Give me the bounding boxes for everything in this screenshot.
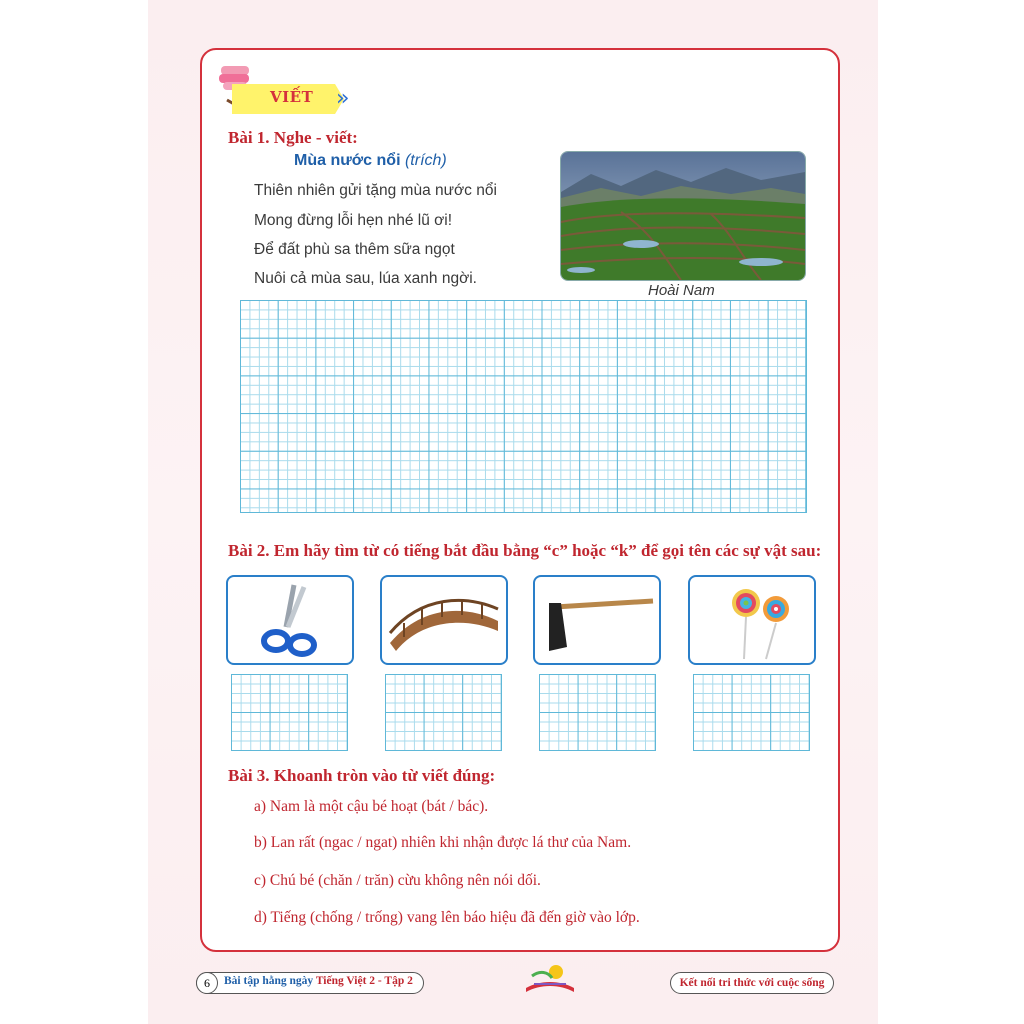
question-item[interactable]: b) Lan rất (ngac / ngat) nhiên khi nhận được lá thư của Nam. — [254, 834, 632, 851]
exercise1-heading: Bài 1. Nghe - viết: — [228, 128, 358, 147]
writing-grid[interactable] — [240, 300, 807, 513]
exercise2-heading: Bài 2. Em hãy tìm từ có tiếng bắt đầu bằng “c” hoặc “k” để gọi tên các sự vật sau: — [228, 541, 822, 560]
answer-grid[interactable] — [539, 674, 656, 751]
answer-grid[interactable] — [693, 674, 810, 751]
poem-title-text: Mùa nước nổi — [294, 152, 401, 169]
question-item[interactable]: a) Nam là một cậu bé hoạt (bát / bác). — [254, 798, 489, 815]
poem-note: (trích) — [404, 152, 447, 169]
lollipop-icon — [690, 577, 814, 663]
double-chevron-icon: » — [336, 86, 350, 111]
answer-grid[interactable] — [231, 674, 348, 751]
scissors-picture — [226, 575, 354, 665]
terraced-rice-fields-image — [560, 151, 806, 281]
publisher-logo-icon — [522, 962, 578, 994]
bridge-picture — [380, 575, 508, 665]
footer-book-title — [224, 975, 413, 987]
poem-title — [294, 152, 447, 170]
poem-author: Hoài Nam — [648, 282, 715, 299]
lollipop-picture — [688, 575, 816, 665]
hoe-icon — [535, 577, 659, 663]
scissors-icon — [228, 577, 352, 663]
book-prefix: Bài tập hằng ngày — [224, 975, 314, 987]
question-item[interactable]: d) Tiếng (chống / trống) vang lên báo hiệu đã đến giờ vào lớp. — [254, 909, 640, 926]
section-label: VIẾT — [270, 88, 314, 106]
answer-grid[interactable] — [385, 674, 502, 751]
poem-line: Để đất phù sa thêm sữa ngọt — [254, 241, 455, 258]
book-title: Tiếng Việt 2 - Tập 2 — [315, 975, 413, 987]
poem-line: Thiên nhiên gửi tặng mùa nước nổi — [254, 182, 497, 199]
question-item[interactable]: c) Chú bé (chăn / trăn) cừu không nên nói dối. — [254, 872, 541, 889]
bridge-icon — [382, 577, 506, 663]
poem-line: Mong đừng lỗi hẹn nhé lũ ơi! — [254, 212, 453, 229]
hoe-picture — [533, 575, 661, 665]
poem-line: Nuôi cả mùa sau, lúa xanh ngời. — [254, 270, 477, 287]
exercise3-heading: Bài 3. Khoanh tròn vào từ viết đúng: — [228, 766, 496, 785]
series-badge: Kết nối tri thức với cuộc sống — [670, 972, 834, 994]
page-number: 6 — [196, 972, 218, 994]
